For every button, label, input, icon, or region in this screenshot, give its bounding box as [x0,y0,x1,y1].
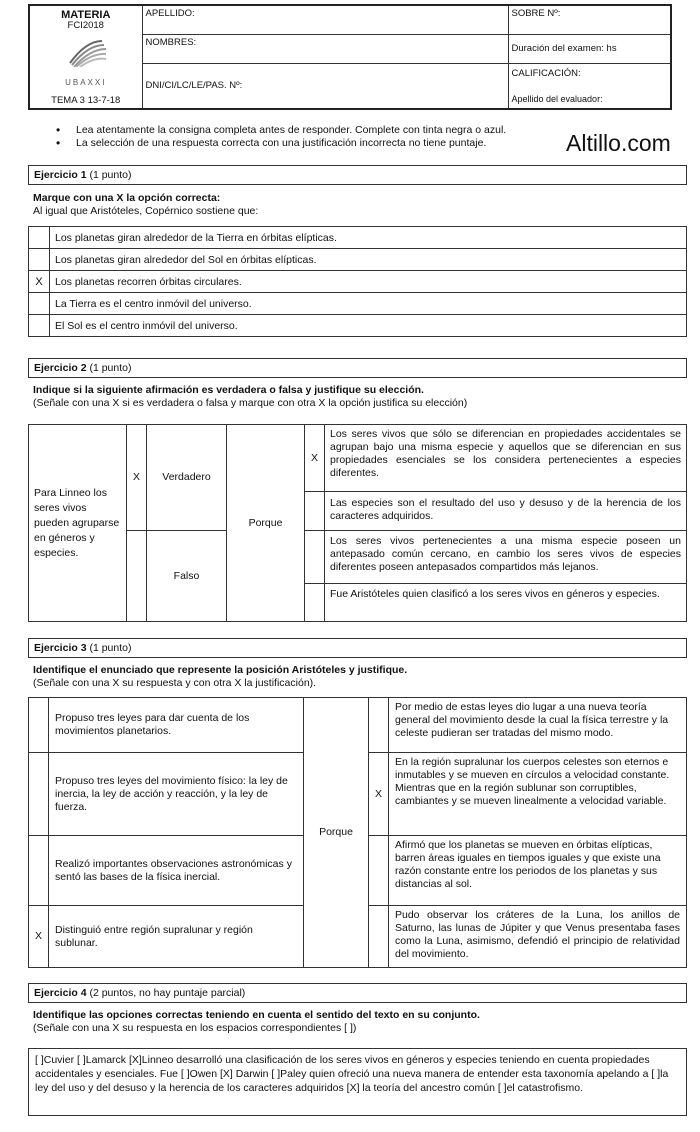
justification-text: Los seres vivos que sólo se diferencian en propiedades accidentales se agrupan bajo una misma especie y aquellos que se diferencian en sus propiedades esenciales se los considera pertenecientes a especies diferentes. [324,424,687,492]
exercise-2-question: Indique si la siguiente afirmación es verdadera o falsa y justifique su elección. [33,384,424,396]
justification-text: En la región supralunar los cuerpos celestes son eternos e inmutables y se mueven en círculos a velocidad constante. Mientras que en la región sublunar son corruptibles, cambiantes y se mueven linealmente a velocidad variable. [388,752,687,836]
exercise-3-question: Identifique el enunciado que represente la posición Aristóteles y justifique. [33,664,408,676]
exercise-3-instructions [33,664,683,690]
exercise-2-label: Ejercicio 2 [34,362,87,374]
exercise-4-title [28,983,687,1003]
justification-text: Fue Aristóteles quien clasificó a los seres vivos en géneros y especies. [324,583,687,622]
justification-mark[interactable] [368,905,389,968]
option-text: La Tierra es el centro inmóvil del universo. [50,293,687,315]
porque-label: Porque [303,697,369,968]
exercise-4-instructions [33,1009,683,1035]
instruction-item: • La selección de una respuesta correcta con una justificación incorrecta no tiene puntaje. [56,137,566,150]
justification-text: Las especies son el resultado del uso y desuso y de la herencia de los caracteres adquiridos. [324,491,687,531]
option-text: Los planetas giran alrededor de la Tierra en órbitas elípticas. [50,227,687,249]
option-text: Los planetas giran alrededor del Sol en órbitas elípticas. [50,249,687,271]
option-text: Los planetas recorren órbitas circulares. [50,271,687,293]
justification-mark[interactable] [304,491,325,531]
exercise-3-points: (1 punto) [86,642,132,654]
envelope-field[interactable]: SOBRE Nº: [508,5,671,34]
answer-mark[interactable] [29,249,50,271]
justification-mark[interactable] [368,835,389,906]
surname-field[interactable]: APELLIDO: [142,5,508,34]
justification-mark[interactable]: X [368,752,389,836]
justification-text: Afirmó que los planetas se mueven en órbitas elípticas, barren áreas iguales en tiempos iguales y que existe una razón constante entre los periodos de los planetas y sus distancias al sol. [388,835,687,906]
exercise-4-prompt: (Señale con una X su respuesta en los espacios correspondientes [ ]) [33,1022,357,1034]
exercise-3-label: Ejercicio 3 [34,642,87,654]
exercise-3-title [28,638,687,658]
instruction-item: • Lea atentamente la consigna completa antes de responder. Complete con tinta negra o azul. [56,124,566,137]
names-field[interactable]: NOMBRES: [142,34,508,63]
answer-mark[interactable] [28,752,49,836]
option-row[interactable] [29,249,687,271]
justification-mark[interactable] [368,697,389,753]
exercise-1-prompt: Al igual que Aristóteles, Copérnico sostiene que: [33,205,259,217]
justification-text: Pudo observar los cráteres de la Luna, los anillos de Saturno, las lunas de Júpiter y que Venus presentaba fases como la Luna, asimismo, defendió el principio de relatividad del movimiento. [388,905,687,968]
option-text: El Sol es el centro inmóvil del universo. [50,315,687,337]
false-option: Falso [146,530,227,622]
exercise-1-points: (1 punto) [86,169,132,181]
logo-text: UBAXXI [65,78,107,87]
exercise-4-points: (2 puntos, no hay puntaje parcial) [86,987,246,999]
option-text: Propuso tres leyes para dar cuenta de los movimientos planetarios. [48,697,304,753]
exercise-2-instructions [33,384,683,410]
subject-cell [29,5,142,109]
duration-field[interactable]: Duración del examen: hs [508,34,671,63]
instructions-list [56,124,566,150]
exercise-3-prompt: (Señale con una X su respuesta y con otra X la justificación). [33,677,317,689]
watermark: Altillo.com [566,130,671,156]
exercise-4-label: Ejercicio 4 [34,987,87,999]
answer-mark[interactable] [28,697,49,753]
true-option: Verdadero [146,424,227,531]
subject-label: MATERIA [61,9,111,21]
exercise-1-label: Ejercicio 1 [34,169,87,181]
exercise-1-instructions [33,192,683,218]
exam-header [28,4,672,110]
justification-mark[interactable] [304,530,325,584]
justification-text: Los seres vivos pertenecientes a una misma especie poseen un antepasado común cercano, en cambio los seres vivos de especies diferentes poseen antepasados compartidos más lejanos. [324,530,687,584]
answer-mark[interactable]: X [28,905,49,968]
exercise-1-options [28,226,687,337]
option-row[interactable] [29,293,687,315]
grade-field[interactable]: CALIFICACIÓN: [511,67,581,79]
true-mark[interactable]: X [126,424,147,531]
evaluator-field[interactable]: Apellido del evaluador: [511,93,603,104]
exercise-2-points: (1 punto) [86,362,132,374]
justification-mark[interactable] [304,583,325,622]
exercise-2-title [28,358,687,378]
answer-mark[interactable] [29,293,50,315]
answer-mark[interactable]: X [29,271,50,293]
option-text: Realizó importantes observaciones astronómicas y sentó las bases de la física inercial. [48,835,304,906]
exam-version: TEMA 3 13-7-18 [51,95,121,106]
option-row[interactable] [29,271,687,293]
exercise-4-question: Identifique las opciones correctas teniendo en cuenta el sentido del texto en su conjunto. [33,1009,480,1021]
false-mark[interactable] [126,530,147,622]
justification-text: Por medio de estas leyes dio lugar a una nueva teoría general del movimiento desde la cual la física terrestre y la celeste pudieran ser tratadas del mismo modo. [388,697,687,753]
option-text: Distinguió entre región supralunar y región sublunar. [48,905,304,968]
exercise-2-prompt: (Señale con una X si es verdadera o falsa y marque con otra X la opción justifica su elección) [33,397,468,409]
justification-mark[interactable]: X [304,424,325,492]
subject-code: FCI2018 [67,20,104,31]
exercise-4-cloze-text[interactable]: [ ]Cuvier [ ]Lamarck [X]Linneo desarrolló una clasificación de los seres vivos en géneros y especies teniendo en cuenta propiedades accidentales y esenciales. Fue [ ]Owen [X] Darwin [ ]Paley quien ofreció una nueva manera de entender esta taxonomía apelando a [ ]la ley del uso y del desuso y la herencia de los caracteres adquiridos [X] la teoría del ancestro común [ ]el catastrofismo. [28,1048,687,1116]
statement-cell: Para Linneo los seres vivos pueden agruparse en géneros y especies. [28,424,127,622]
id-document-field[interactable]: DNI/CI/LC/LE/PAS. Nº: [142,63,508,109]
exercise-1-question: Marque con una X la opción correcta: [33,192,221,204]
answer-mark[interactable] [29,315,50,337]
answer-mark[interactable] [29,227,50,249]
option-row[interactable] [29,315,687,337]
porque-label: Porque [226,424,305,622]
exercise-1-title [28,165,687,185]
answer-mark[interactable] [28,835,49,906]
option-text: Propuso tres leyes del movimiento físico: la ley de inercia, la ley de acción y reacción, y la ley de fuerza. [48,752,304,836]
grading-cell [508,63,671,109]
option-row[interactable] [29,227,687,249]
ubaxxi-logo-icon [66,37,106,67]
